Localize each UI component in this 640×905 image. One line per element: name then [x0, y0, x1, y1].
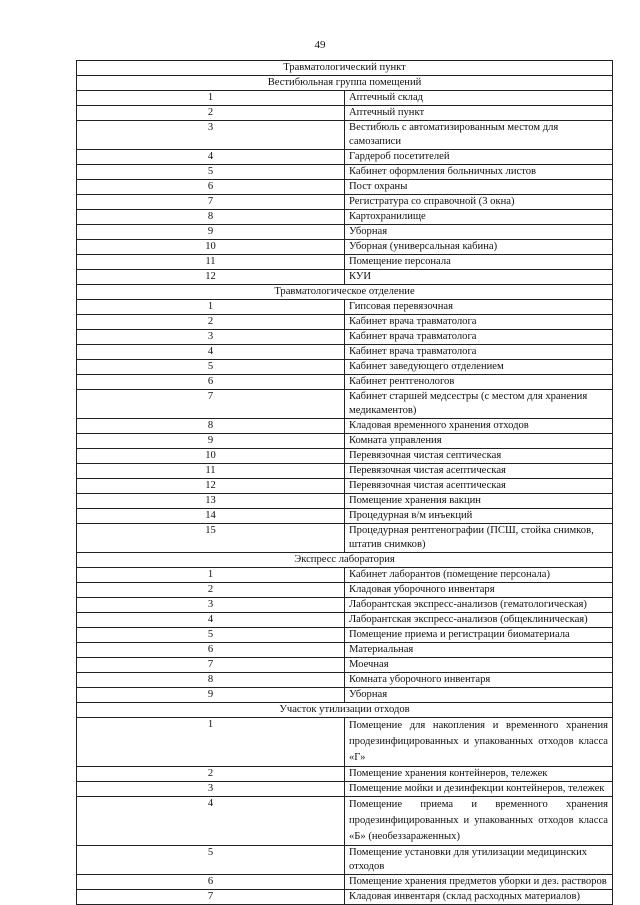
table-row	[77, 797, 613, 846]
row-number: 9	[77, 434, 345, 449]
table-row	[77, 240, 613, 255]
rooms-table	[76, 60, 613, 905]
room-name: Помещение установки для утилизации медицинских отходов	[345, 846, 613, 875]
table-row	[77, 688, 613, 703]
row-number: 7	[77, 890, 345, 905]
table-row	[77, 782, 613, 797]
room-name: Аптечный пункт	[345, 106, 613, 121]
room-name: Кладовая временного хранения отходов	[345, 419, 613, 434]
section-heading-row-express-lab	[77, 553, 613, 568]
room-name: Помещение приема и регистрации биоматериала	[345, 628, 613, 643]
table-row	[77, 300, 613, 315]
table-row	[77, 270, 613, 285]
table-row	[77, 330, 613, 345]
row-number: 4	[77, 345, 345, 360]
row-number: 7	[77, 195, 345, 210]
room-name: Кабинет оформления больничных листов	[345, 165, 613, 180]
row-number: 15	[77, 524, 345, 553]
table-row	[77, 345, 613, 360]
row-number: 9	[77, 688, 345, 703]
table-row	[77, 449, 613, 464]
row-number: 11	[77, 464, 345, 479]
row-number: 7	[77, 390, 345, 419]
table-row	[77, 150, 613, 165]
row-number: 3	[77, 121, 345, 150]
rooms-table-body	[77, 61, 613, 905]
row-number: 2	[77, 767, 345, 782]
table-row	[77, 494, 613, 509]
table-row	[77, 718, 613, 767]
row-number: 1	[77, 568, 345, 583]
table-row	[77, 210, 613, 225]
page-number: 49	[314, 39, 326, 51]
table-row	[77, 106, 613, 121]
room-name: Кабинет старшей медсестры (с местом для хранения медикаментов)	[345, 390, 613, 419]
section-heading-row-trauma-department	[77, 285, 613, 300]
room-name: Кабинет заведующего отделением	[345, 360, 613, 375]
room-name: Регистратура со справочной (3 окна)	[345, 195, 613, 210]
room-name: Уборная (универсальная кабина)	[345, 240, 613, 255]
room-name: Кабинет врача травматолога	[345, 315, 613, 330]
table-row	[77, 255, 613, 270]
table-row	[77, 658, 613, 673]
row-number: 8	[77, 673, 345, 688]
room-name: Кабинет рентгенологов	[345, 375, 613, 390]
row-number: 5	[77, 628, 345, 643]
row-number: 3	[77, 782, 345, 797]
row-number: 1	[77, 718, 345, 767]
room-name: Кладовая уборочного инвентаря	[345, 583, 613, 598]
table-row	[77, 890, 613, 905]
row-number: 5	[77, 360, 345, 375]
room-name: Перевязочная чистая асептическая	[345, 479, 613, 494]
room-name: Комната уборочного инвентаря	[345, 673, 613, 688]
room-name: Перевязочная чистая септическая	[345, 449, 613, 464]
table-row	[77, 195, 613, 210]
room-name: Перевязочная чистая асептическая	[345, 464, 613, 479]
row-number: 12	[77, 479, 345, 494]
table-row	[77, 121, 613, 150]
row-number: 4	[77, 150, 345, 165]
room-name: Процедурная в/м инъекций	[345, 509, 613, 524]
room-name: Комната управления	[345, 434, 613, 449]
room-name: Аптечный склад	[345, 91, 613, 106]
room-name: Кабинет лаборантов (помещение персонала)	[345, 568, 613, 583]
row-number: 9	[77, 225, 345, 240]
row-number: 8	[77, 419, 345, 434]
room-name: Материальная	[345, 643, 613, 658]
room-name: Кабинет врача травматолога	[345, 345, 613, 360]
table-row	[77, 613, 613, 628]
row-number: 4	[77, 797, 345, 846]
row-number: 6	[77, 643, 345, 658]
table-row	[77, 375, 613, 390]
room-name: КУИ	[345, 270, 613, 285]
table-row	[77, 390, 613, 419]
table-row	[77, 464, 613, 479]
room-name: Помещение хранения контейнеров, тележек	[345, 767, 613, 782]
table-row	[77, 767, 613, 782]
section-heading: Участок утилизации отходов	[77, 703, 613, 718]
table-row	[77, 360, 613, 375]
table-row	[77, 315, 613, 330]
row-number: 3	[77, 598, 345, 613]
row-number: 13	[77, 494, 345, 509]
section-heading-row-waste-disposal	[77, 703, 613, 718]
row-number: 8	[77, 210, 345, 225]
table-row	[77, 91, 613, 106]
room-name: Помещение для накопления и временного хранения продезинфицированных и упакованных отходов класса «Г»	[345, 718, 613, 767]
room-name: Пост охраны	[345, 180, 613, 195]
table-title: Травматологический пункт	[77, 61, 613, 76]
table-title-row	[77, 61, 613, 76]
row-number: 2	[77, 583, 345, 598]
table-row	[77, 419, 613, 434]
table-row	[77, 583, 613, 598]
section-heading: Травматологическое отделение	[77, 285, 613, 300]
room-name: Помещение персонала	[345, 255, 613, 270]
room-name: Помещение хранения предметов уборки и дез. растворов	[345, 875, 613, 890]
section-heading-row-vestibule	[77, 76, 613, 91]
row-number: 3	[77, 330, 345, 345]
section-heading: Вестибюльная группа помещений	[77, 76, 613, 91]
room-name: Картохранилище	[345, 210, 613, 225]
row-number: 5	[77, 165, 345, 180]
row-number: 10	[77, 240, 345, 255]
row-number: 11	[77, 255, 345, 270]
room-name: Уборная	[345, 225, 613, 240]
table-row	[77, 598, 613, 613]
row-number: 2	[77, 315, 345, 330]
row-number: 12	[77, 270, 345, 285]
room-name: Гипсовая перевязочная	[345, 300, 613, 315]
room-name: Помещение мойки и дезинфекции контейнеров, тележек	[345, 782, 613, 797]
row-number: 4	[77, 613, 345, 628]
table-row	[77, 524, 613, 553]
room-name: Процедурная рентгенографии (ПСШ, стойка снимков, штатив снимков)	[345, 524, 613, 553]
row-number: 2	[77, 106, 345, 121]
row-number: 1	[77, 91, 345, 106]
row-number: 6	[77, 875, 345, 890]
room-name: Вестибюль с автоматизированным местом для самозаписи	[345, 121, 613, 150]
room-name: Помещение приема и временного хранения продезинфицированных и упакованных отходов класса «Б» (необеззараженных)	[345, 797, 613, 846]
room-name: Лаборантская экспресс-анализов (гематологическая)	[345, 598, 613, 613]
table-row	[77, 479, 613, 494]
table-row	[77, 180, 613, 195]
section-heading: Экспресс лаборатория	[77, 553, 613, 568]
table-row	[77, 225, 613, 240]
room-name: Помещение хранения вакцин	[345, 494, 613, 509]
room-name: Уборная	[345, 688, 613, 703]
row-number: 14	[77, 509, 345, 524]
room-name: Моечная	[345, 658, 613, 673]
row-number: 6	[77, 180, 345, 195]
table-row	[77, 846, 613, 875]
row-number: 7	[77, 658, 345, 673]
table-row	[77, 875, 613, 890]
row-number: 10	[77, 449, 345, 464]
row-number: 6	[77, 375, 345, 390]
room-name: Кладовая инвентаря (склад расходных материалов)	[345, 890, 613, 905]
row-number: 5	[77, 846, 345, 875]
table-row	[77, 165, 613, 180]
table-row	[77, 509, 613, 524]
table-row	[77, 673, 613, 688]
row-number: 1	[77, 300, 345, 315]
table-row	[77, 568, 613, 583]
room-name: Лаборантская экспресс-анализов (общеклиническая)	[345, 613, 613, 628]
room-name: Кабинет врача травматолога	[345, 330, 613, 345]
table-row	[77, 628, 613, 643]
table-row	[77, 434, 613, 449]
room-name: Гардероб посетителей	[345, 150, 613, 165]
table-row	[77, 643, 613, 658]
